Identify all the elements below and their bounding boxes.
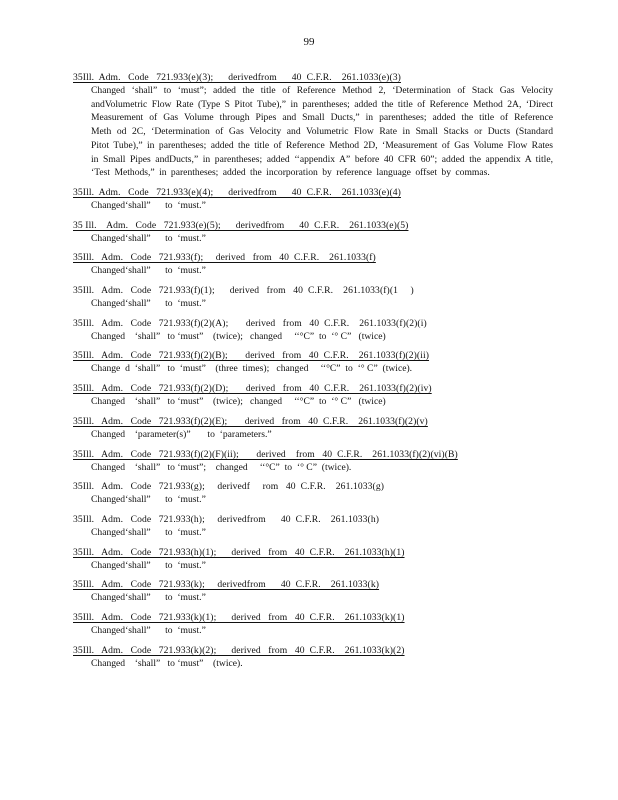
citation-heading: 35Ill. Adm. Code 721.933(f)(2)(B); derived from 40 C.F.R. 261.1033(f)(2)(ii) [73, 350, 430, 362]
change-description: Changed ‘shall” to ‘must” (twice); changed ‘‘°C” to ‘° C” (twice) [91, 396, 386, 408]
citation-heading: 35Ill. Adm. Code 721.933(h)(1); derived from 40 C.F.R. 261.1033(h)(1) [73, 546, 405, 558]
citation-heading: 35 Ill. Adm. Code 721.933(e)(5); derivedfrom 40 C.F.R. 261.1033(e)(5) [73, 219, 409, 231]
amendment-entry [73, 645, 553, 671]
change-description: Changed‘shall” to ‘must.” [91, 232, 206, 244]
amendment-entry [73, 285, 553, 311]
amendment-entry [73, 383, 553, 409]
citation-heading: 35Ill. Adm. Code 721.933(e)(4); derivedfrom 40 C.F.R. 261.1033(e)(4) [73, 186, 401, 198]
amendment-entry [73, 416, 553, 442]
change-description: Changed‘shall” to ‘must.” [91, 298, 206, 310]
change-description: Changed‘shall” to ‘must.” [91, 199, 206, 211]
citation-heading: 35Ill. Adm. Code 721.933(f)(2)(F)(ii); derived from 40 C.F.R. 261.1033(f)(2)(vi)(B) [73, 448, 458, 460]
change-description: Changed‘shall” to ‘must.” [91, 625, 206, 637]
citation-heading: 35Ill. Adm. Code 721.933(f)(2)(A); derived from 40 C.F.R. 261.1033(f)(2)(i) [73, 317, 427, 329]
change-description: Changed‘shall” to ‘must.” [91, 494, 206, 506]
change-description: Changed ‘shall” to ‘must”; added the title of Reference Method 2, ‘Determination of Stack Gas Velocity andVolumetric Flow Rate (Type S Pitot Tube),” in parentheses; added the title of Reference Method 2A, ‘Direct Measurement of Gas Volume through Pipes and Small Ducts,” in parentheses; added the title of Reference Meth od 2C, ‘Determination of Gas Velocity and Volumetric Flow Rate in Small Stacks or Ducts (Standard Pitot Tube),” in parentheses; added the title of Reference Method 2D, ‘Measurement of Gas Volume Flow Rates in Small Pipes andDucts,” in parentheses; added ‘‘appendix A” before 40 CFR 60”; added the appendix A title, ‘Test Methods,” in parentheses; added the incorporation by reference language offset by commas. [91, 85, 553, 179]
amendment-entry [73, 252, 553, 278]
change-description: Changed‘shall” to ‘must.” [91, 265, 206, 277]
citation-heading: 35Ill. Adm. Code 721.933(f); derived from 40 C.F.R. 261.1033(f) [73, 252, 376, 264]
amendment-entry [73, 579, 553, 605]
change-description: Change d ‘shall” to ‘must” (three times); changed ‘‘°C” to ‘° C” (twice). [91, 363, 413, 375]
amendment-entry [73, 220, 553, 246]
citation-heading: 35Ill. Adm. Code 721.933(k)(1); derived from 40 C.F.R. 261.1033(k)(1) [73, 612, 405, 624]
change-description: Changed ‘shall” to ‘must” (twice). [91, 657, 243, 669]
change-description: Changed‘shall” to ‘must.” [91, 592, 206, 604]
amendment-entry [73, 318, 553, 344]
change-description: Changed‘shall” to ‘must.” [91, 526, 206, 538]
amendment-entry [73, 514, 553, 540]
amendment-entry [73, 449, 553, 475]
citation-heading: 35Ill. Adm. Code 721.933(g); derivedf rom 40 C.F.R. 261.1033(g) [73, 481, 385, 493]
citation-heading: 35Ill. Adm. Code 721.933(f)(2)(D); derived from 40 C.F.R. 261.1033(f)(2)(iv) [73, 383, 432, 395]
change-description: Changed ‘shall” to ‘must” (twice); changed ‘‘°C” to ‘° C” (twice) [91, 330, 386, 342]
change-description: Changed‘shall” to ‘must.” [91, 559, 206, 571]
amendment-entry [73, 612, 553, 638]
amendment-entry [73, 350, 553, 376]
page-number: 99 [303, 36, 315, 48]
amendment-entry [73, 547, 553, 573]
amendment-list [73, 72, 553, 677]
citation-heading: 35Ill. Adm. Code 721.933(k)(2); derived from 40 C.F.R. 261.1033(k)(2) [73, 644, 405, 656]
citation-heading: 35Ill. Adm. Code 721.933(e)(3); derivedfrom 40 C.F.R. 261.1033(e)(3) [73, 72, 401, 83]
citation-heading: 35Ill. Adm. Code 721.933(k); derivedfrom 40 C.F.R. 261.1033(k) [73, 579, 380, 591]
amendment-entry [73, 72, 553, 180]
citation-heading: 35Ill. Adm. Code 721.933(f)(1); derived from 40 C.F.R. 261.1033(f)(1 ) [73, 285, 414, 297]
citation-heading: 35Ill. Adm. Code 721.933(f)(2)(E); derived from 40 C.F.R. 261.1033(f)(2)(v) [73, 415, 428, 427]
amendment-entry [73, 187, 553, 213]
change-description: Changed ‘parameter(s)” to ‘parameters.” [91, 428, 272, 440]
change-description: Changed ‘shall” to ‘must”; changed ‘‘°C” to ‘° C” (twice). [91, 461, 352, 473]
citation-heading: 35Ill. Adm. Code 721.933(h); derivedfrom 40 C.F.R. 261.1033(h) [73, 513, 380, 525]
amendment-entry [73, 481, 553, 507]
